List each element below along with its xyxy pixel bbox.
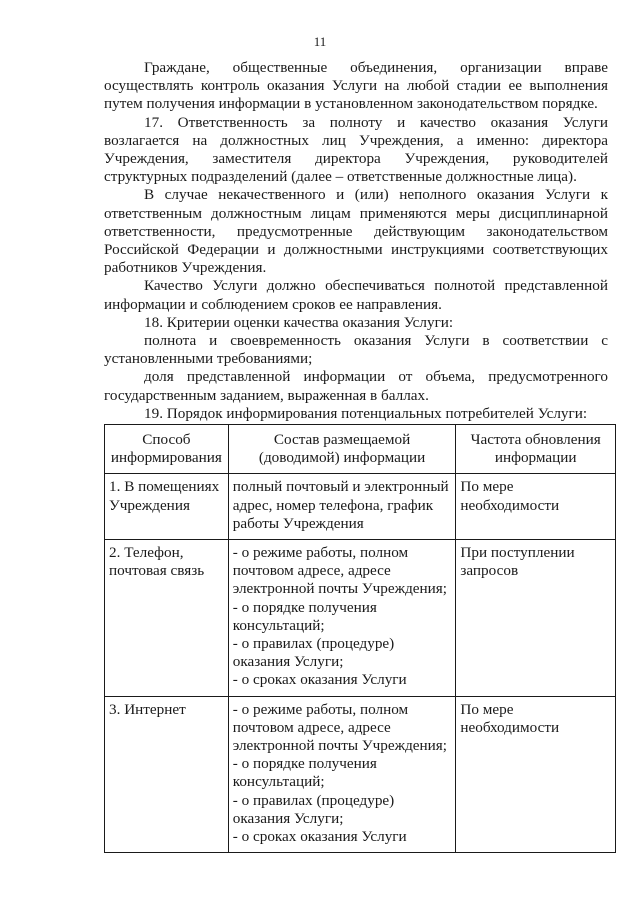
paragraph-disciplinary-measures: В случае некачественного и (или) неполного оказания Услуги к ответственным должностным лицам применяются меры дисциплинарной ответственности, предусмотренные действующим законодательством Российской Федерации и должностными инструкциями соответствующих работников Учреждения.	[104, 186, 608, 277]
table-row	[105, 474, 616, 540]
content-line: - о режиме работы, полном почтовом адресе, адресе электронной почты Учреждения;	[232, 544, 448, 598]
cell-content	[228, 540, 456, 697]
document-body	[104, 59, 608, 423]
cell-content	[228, 474, 456, 540]
cell-method: 3. Интернет	[105, 696, 229, 853]
content-line: - о порядке получения консультаций;	[232, 598, 377, 634]
header-content: Состав размещаемой (доводимой) информации	[228, 425, 456, 474]
cell-frequency: При поступлении запросов	[456, 540, 616, 697]
cell-frequency: По мере необходимости	[456, 696, 616, 853]
paragraph-19-informing-heading: 19. Порядок информирования потенциальных потребителей Услуги:	[144, 404, 588, 422]
content-line: - о сроках оказания Услуги	[232, 671, 407, 689]
content-line: - о сроках оказания Услуги	[232, 828, 407, 846]
content-line: - о правилах (процедуре) оказания Услуги;	[232, 635, 395, 671]
paragraph-17-responsibility: 17. Ответственность за полноту и качество оказания Услуги возлагается на должностных лиц Учреждения, а именно: директора Учреждения, заместителя директора Учреждения, руководителей структурных подразделений (далее – ответственные должностные лица).	[104, 113, 608, 186]
informing-table	[104, 424, 616, 853]
paragraph-citizens-control: Граждане, общественные объединения, организации вправе осуществлять контроль оказания Услуги на любой стадии ее выполнения путем получения информации в установленном законодательством порядке.	[104, 59, 608, 113]
content-line: полный почтовый и электронный адрес, номер телефона, график работы Учреждения	[232, 478, 449, 532]
cell-method: 2. Телефон, почтовая связь	[105, 540, 229, 697]
header-frequency: Частота обновления информации	[456, 425, 616, 474]
paragraph-criterion-completeness: полнота и своевременность оказания Услуги в соответствии с установленными требованиями;	[104, 332, 608, 368]
cell-method: 1. В помещениях Учреждения	[105, 474, 229, 540]
table-row	[105, 696, 616, 853]
content-line: - о режиме работы, полном почтовом адресе, адресе электронной почты Учреждения;	[232, 700, 448, 755]
cell-frequency: По мере необходимости	[456, 474, 616, 540]
cell-content	[228, 696, 456, 853]
paragraph-quality-assurance: Качество Услуги должно обеспечиваться полнотой представленной информации и соблюдением сроков ее направления.	[104, 277, 608, 313]
table-row	[105, 540, 616, 697]
content-line: - о порядке получения консультаций;	[232, 755, 377, 791]
paragraph-18-criteria-heading: 18. Критерии оценки качества оказания Услуги:	[144, 313, 454, 331]
content-line: - о правилах (процедуре) оказания Услуги;	[232, 791, 395, 827]
page-number: 11	[313, 34, 327, 49]
header-method: Способ информирования	[105, 425, 229, 474]
table-header-row	[105, 425, 616, 474]
paragraph-criterion-share: доля представленной информации от объема, предусмотренного государственным заданием, выраженная в баллах.	[104, 368, 608, 404]
